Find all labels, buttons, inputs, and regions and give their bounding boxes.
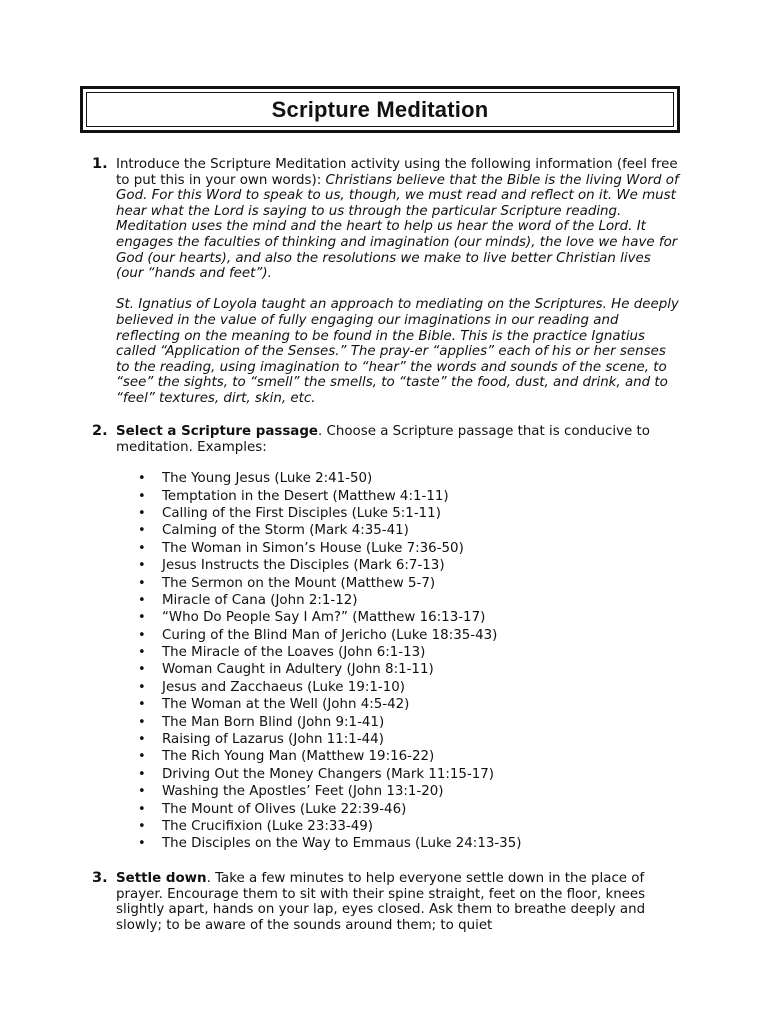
example-list-item: • Raising of Lazarus (John 11:1-44): [138, 731, 682, 748]
step-2-body: [116, 424, 682, 853]
example-list-item: • The Miracle of the Loaves (John 6:1-13): [138, 644, 682, 661]
step-1-body: [116, 157, 682, 407]
example-list-item: • Calling of the First Disciples (Luke 5:1-11): [138, 505, 682, 522]
step-3-intro: [116, 871, 682, 933]
step-3: [92, 871, 682, 933]
title-inner-border: [86, 92, 674, 127]
example-list-item: • Temptation in the Desert (Matthew 4:1-11): [138, 488, 682, 505]
step-2-number: 2.: [92, 423, 108, 439]
step-2: [92, 424, 682, 853]
example-list-item: • The Rich Young Man (Matthew 19:16-22): [138, 748, 682, 765]
example-list-item: • The Young Jesus (Luke 2:41-50): [138, 470, 682, 487]
example-list-item: • Miracle of Cana (John 2:1-12): [138, 592, 682, 609]
example-list-item: • The Disciples on the Way to Emmaus (Luke 24:13-35): [138, 835, 682, 852]
step-1-ignatius: [116, 297, 682, 406]
step-3-number: 3.: [92, 870, 108, 886]
example-list-item: • Jesus Instructs the Disciples (Mark 6:7-13): [138, 557, 682, 574]
step-1-intro-plain: Introduce the Scripture Meditation activity using the following information (feel free to put this in your own words):: [116, 157, 678, 188]
example-list-item: • Driving Out the Money Changers (Mark 11:15-17): [138, 766, 682, 783]
example-list-item: • Calming of the Storm (Mark 4:35-41): [138, 522, 682, 539]
example-list-item: • Jesus and Zacchaeus (Luke 19:1-10): [138, 679, 682, 696]
step-2-text: . Choose a Scripture passage that is conducive to meditation. Examples:: [116, 424, 650, 455]
example-list-item: • The Woman in Simon’s House (Luke 7:36-50): [138, 540, 682, 557]
step-2-heading: Select a Scripture passage: [116, 424, 319, 439]
step-3-text: . Take a few minutes to help everyone settle down in the place of prayer. Encourage them to sit with their spine straight, feet on the floor, knees slightly apart, hands on your lap, eyes closed. Ask them to breathe deeply and slowly; to be aware of the sounds around them; to quiet: [116, 871, 646, 933]
step-1-ignatius-text: St. Ignatius of Loyola taught an approach to mediating on the Scriptures. He deeply believed in the value of fully engaging our imaginations in our reading and reflecting on the meaning to be found in the Bible. This is the practice Ignatius called “Application of the Senses.” The pray-er “applies” each of his or her senses to the reading, using imagination to “hear” the words and sounds of the scene, to “see” the sights, to “smell” the smells, to “taste” the food, dust, and drink, and to “feel” textures, dirt, skin, etc.: [116, 297, 679, 406]
step-3-body: [116, 871, 682, 933]
example-list-item: • “Who Do People Say I Am?” (Matthew 16:13-17): [138, 609, 682, 626]
examples-list: [116, 470, 682, 853]
title-box: [80, 86, 680, 133]
page-title: Scripture Meditation: [271, 96, 489, 122]
step-1-intro-italic: Christians believe that the Bible is the living Word of God. For this Word to speak to us, though, we must read and reflect on it. We must hear what the Lord is saying to us through the particular Scripture reading. Meditation uses the mind and the heart to help us hear the word of the Lord. It engages the faculties of thinking and imagination (our minds), the love we have for God (our hearts), and also the resolutions we make to live better Christian lives (our “hands and feet”).: [116, 172, 679, 282]
example-list-item: • Washing the Apostles’ Feet (John 13:1-20): [138, 783, 682, 800]
step-1: [92, 157, 682, 407]
step-2-intro: [116, 424, 682, 455]
example-list-item: • Curing of the Blind Man of Jericho (Luke 18:35-43): [138, 627, 682, 644]
example-list-item: • The Mount of Olives (Luke 22:39-46): [138, 801, 682, 818]
example-list-item: • The Crucifixion (Luke 23:33-49): [138, 818, 682, 835]
step-1-number: 1.: [92, 156, 108, 172]
step-1-intro: [116, 157, 682, 282]
example-list-item: • Woman Caught in Adultery (John 8:1-11): [138, 661, 682, 678]
step-3-heading: Settle down: [116, 871, 207, 886]
example-list-item: • The Woman at the Well (John 4:5-42): [138, 696, 682, 713]
example-list-item: • The Man Born Blind (John 9:1-41): [138, 714, 682, 731]
example-list-item: • The Sermon on the Mount (Matthew 5-7): [138, 575, 682, 592]
